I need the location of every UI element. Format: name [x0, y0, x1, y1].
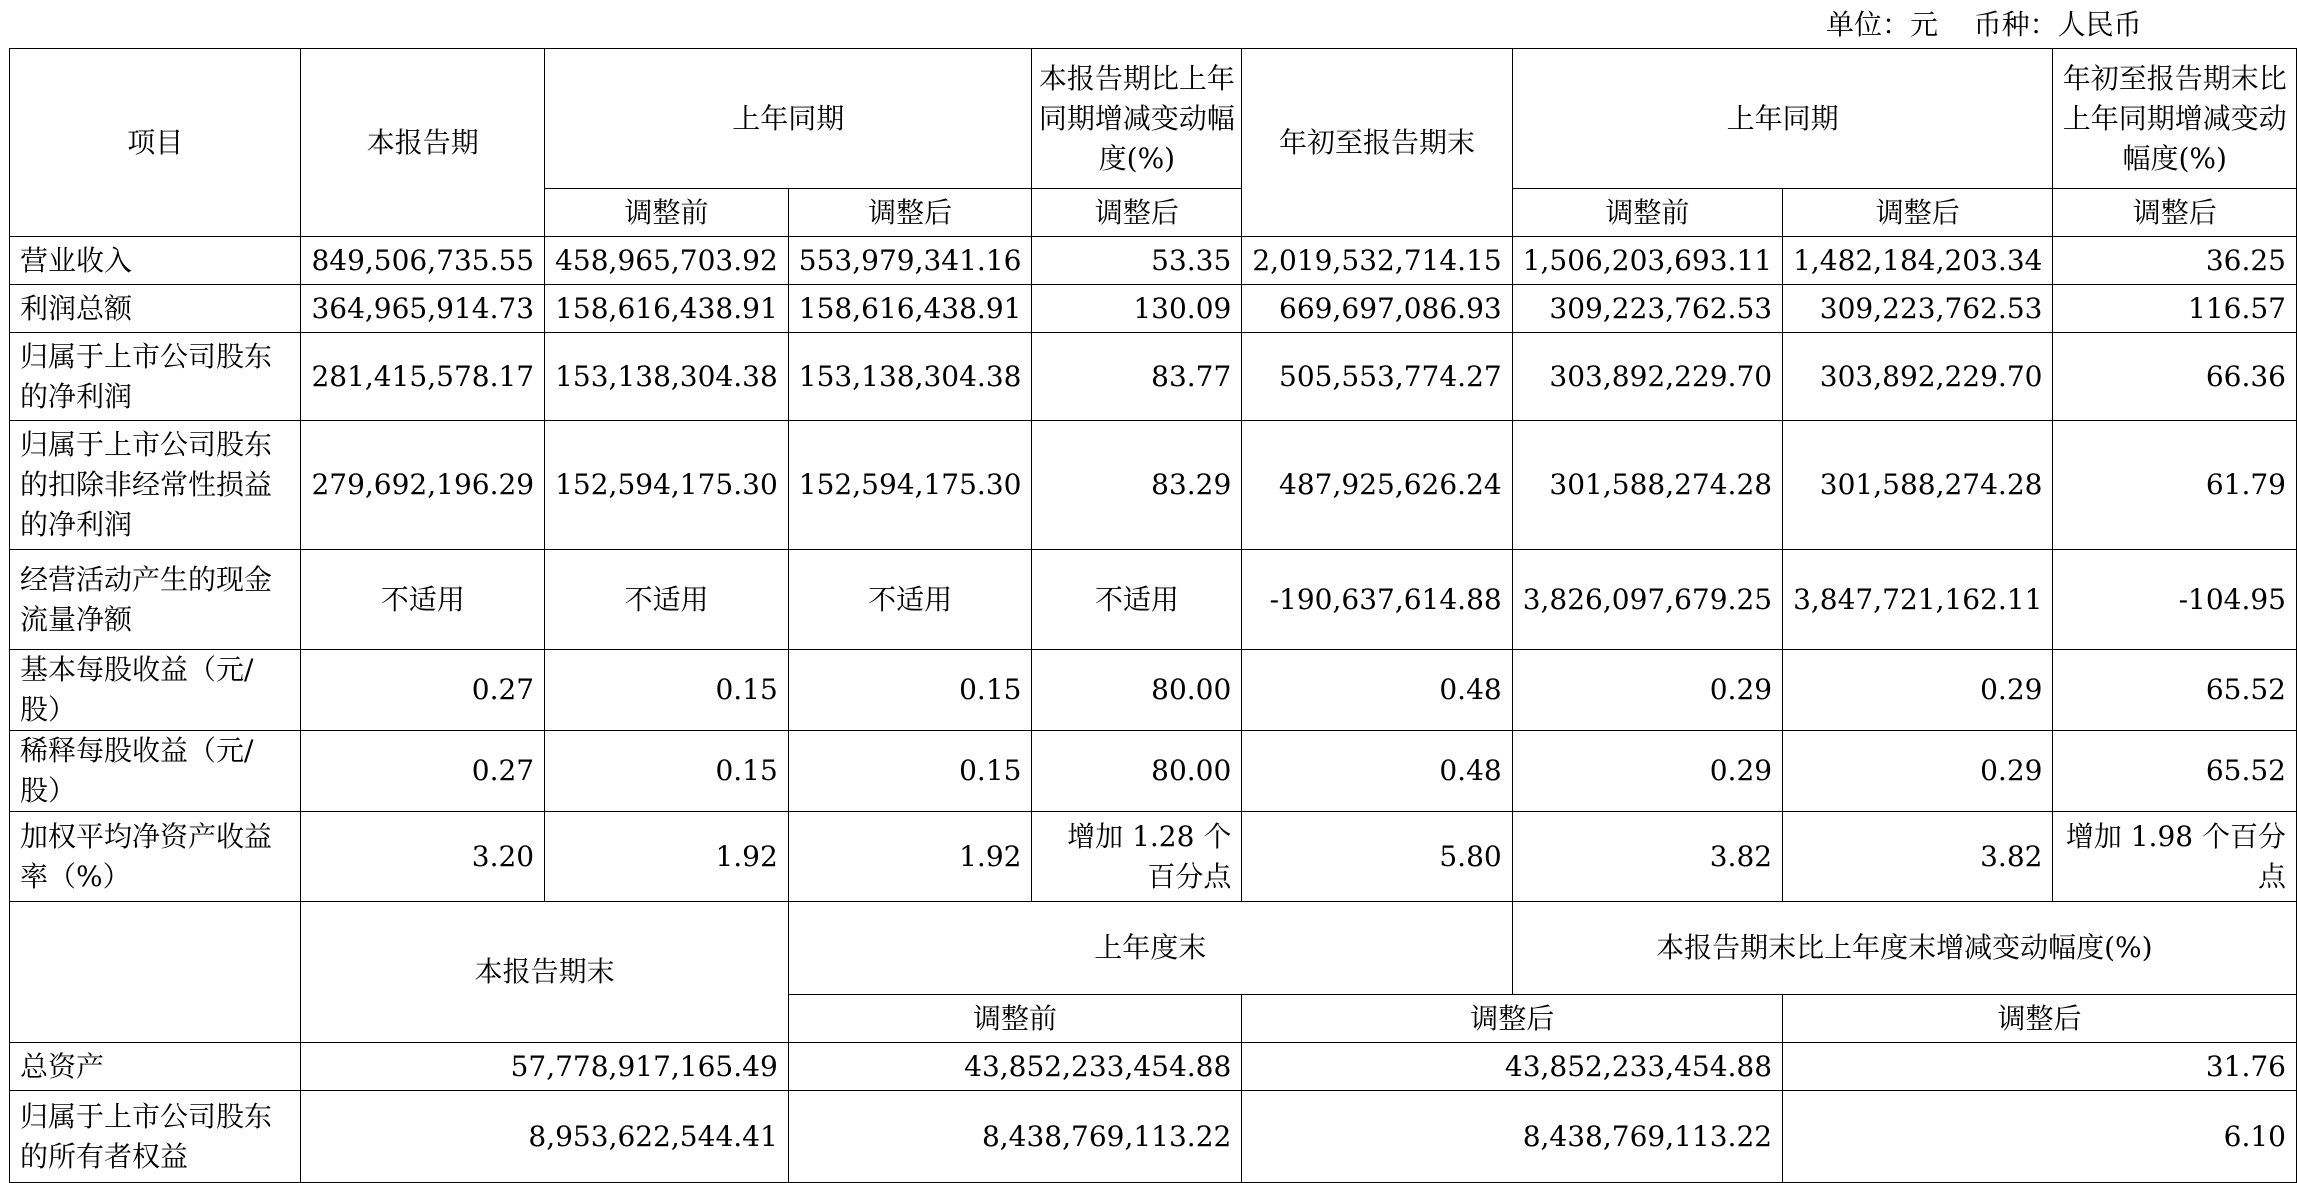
table-row — [10, 421, 2297, 550]
balance-header-last-year-end: 上年度末 — [788, 902, 1512, 995]
table-row — [10, 1091, 2297, 1183]
cell-cur: 0.27 — [301, 650, 545, 731]
cell-label: 稀释每股收益（元/股） — [10, 731, 301, 812]
cell-ly-after: 553,979,341.16 — [788, 237, 1032, 285]
header-after-adj: 调整后 — [788, 189, 1032, 237]
cell-ly-after: 0.15 — [788, 731, 1032, 812]
table-row — [10, 650, 2297, 731]
table-row — [10, 812, 2297, 902]
cell-ly-before: 0.15 — [545, 650, 789, 731]
cell-ytd-ly-before: 0.29 — [1512, 731, 1782, 812]
header-ytd-before-adj: 调整前 — [1512, 189, 1782, 237]
cell-ly-before: 152,594,175.30 — [545, 421, 789, 550]
cell-ytd-ly-before: 309,223,762.53 — [1512, 285, 1782, 333]
cell-chg: 53.35 — [1032, 237, 1242, 285]
balance-cell-end: 8,953,622,544.41 — [301, 1091, 788, 1183]
cell-cur: 3.20 — [301, 812, 545, 902]
balance-cell-chg: 31.76 — [1783, 1043, 2297, 1091]
balance-header-period-end: 本报告期末 — [301, 902, 788, 1043]
balance-cell-after: 43,852,233,454.88 — [1242, 1043, 1783, 1091]
cell-ytd-ly-before: 1,506,203,693.11 — [1512, 237, 1782, 285]
cell-chg: 83.77 — [1032, 333, 1242, 421]
table-row — [10, 237, 2297, 285]
cell-ytd: 487,925,626.24 — [1242, 421, 1512, 550]
header-item: 项目 — [10, 49, 301, 237]
cell-ly-after: 152,594,175.30 — [788, 421, 1032, 550]
cell-cur: 281,415,578.17 — [301, 333, 545, 421]
cell-label: 归属于上市公司股东的净利润 — [10, 333, 301, 421]
cell-ytd-chg: 增加 1.98 个百分点 — [2053, 812, 2297, 902]
cell-ly-before: 153,138,304.38 — [545, 333, 789, 421]
balance-header-change-after: 调整后 — [1783, 995, 2297, 1043]
cell-ytd-ly-after: 301,588,274.28 — [1783, 421, 2053, 550]
cell-ytd-chg: -104.95 — [2053, 550, 2297, 650]
cell-chg: 130.09 — [1032, 285, 1242, 333]
header-ytd-change-after-adj: 调整后 — [2053, 189, 2297, 237]
cell-cur: 849,506,735.55 — [301, 237, 545, 285]
cell-ytd-chg: 116.57 — [2053, 285, 2297, 333]
cell-ly-after: 158,616,438.91 — [788, 285, 1032, 333]
header-change-pct: 本报告期比上年同期增减变动幅度(%) — [1032, 49, 1242, 189]
cell-ytd-ly-before: 303,892,229.70 — [1512, 333, 1782, 421]
cell-ytd-ly-before: 301,588,274.28 — [1512, 421, 1782, 550]
balance-header-before-adj: 调整前 — [788, 995, 1242, 1043]
header-ytd: 年初至报告期末 — [1242, 49, 1512, 237]
cell-ytd-ly-after: 3.82 — [1783, 812, 2053, 902]
cell-ytd-ly-after: 303,892,229.70 — [1783, 333, 2053, 421]
cell-ytd-ly-after: 3,847,721,162.11 — [1783, 550, 2053, 650]
cell-ly-before: 0.15 — [545, 731, 789, 812]
cell-label: 基本每股收益（元/股） — [10, 650, 301, 731]
cell-ytd-ly-after: 0.29 — [1783, 650, 2053, 731]
cell-ytd-ly-after: 0.29 — [1783, 731, 2053, 812]
cell-chg: 不适用 — [1032, 550, 1242, 650]
cell-chg: 增加 1.28 个百分点 — [1032, 812, 1242, 902]
balance-cell-label: 总资产 — [10, 1043, 301, 1091]
cell-ly-after: 1.92 — [788, 812, 1032, 902]
header-ytd-last-year-same: 上年同期 — [1512, 49, 2053, 189]
balance-cell-end: 57,778,917,165.49 — [301, 1043, 788, 1091]
balance-header-after-adj: 调整后 — [1242, 995, 1783, 1043]
cell-ytd: -190,637,614.88 — [1242, 550, 1512, 650]
cell-ytd: 2,019,532,714.15 — [1242, 237, 1512, 285]
balance-header-blank — [10, 902, 301, 1043]
header-change-after-adj: 调整后 — [1032, 189, 1242, 237]
cell-ytd-chg: 65.52 — [2053, 731, 2297, 812]
cell-label: 利润总额 — [10, 285, 301, 333]
cell-ytd: 0.48 — [1242, 650, 1512, 731]
cell-label: 归属于上市公司股东的扣除非经常性损益的净利润 — [10, 421, 301, 550]
header-ytd-change-pct: 年初至报告期末比上年同期增减变动幅度(%) — [2053, 49, 2297, 189]
cell-ytd: 5.80 — [1242, 812, 1512, 902]
balance-cell-before: 43,852,233,454.88 — [788, 1043, 1242, 1091]
cell-ytd-ly-before: 3.82 — [1512, 812, 1782, 902]
balance-header-change-pct: 本报告期末比上年度末增减变动幅度(%) — [1512, 902, 2296, 995]
cell-label: 经营活动产生的现金流量净额 — [10, 550, 301, 650]
cell-chg: 83.29 — [1032, 421, 1242, 550]
unit-currency-note: 单位：元 币种：人民币 — [1826, 8, 2142, 41]
cell-label: 加权平均净资产收益率（%） — [10, 812, 301, 902]
cell-label: 营业收入 — [10, 237, 301, 285]
balance-cell-after: 8,438,769,113.22 — [1242, 1091, 1783, 1183]
balance-cell-label: 归属于上市公司股东的所有者权益 — [10, 1091, 301, 1183]
table-row — [10, 285, 2297, 333]
header-last-year-same: 上年同期 — [545, 49, 1032, 189]
cell-ytd: 505,553,774.27 — [1242, 333, 1512, 421]
table-row — [10, 333, 2297, 421]
financial-summary-table — [9, 48, 2297, 1183]
cell-ly-before: 不适用 — [545, 550, 789, 650]
cell-ytd-chg: 36.25 — [2053, 237, 2297, 285]
cell-cur: 364,965,914.73 — [301, 285, 545, 333]
balance-cell-chg: 6.10 — [1783, 1091, 2297, 1183]
balance-cell-before: 8,438,769,113.22 — [788, 1091, 1242, 1183]
table-row — [10, 550, 2297, 650]
cell-cur: 279,692,196.29 — [301, 421, 545, 550]
table-row — [10, 1043, 2297, 1091]
cell-ytd-ly-before: 0.29 — [1512, 650, 1782, 731]
cell-ly-before: 458,965,703.92 — [545, 237, 789, 285]
cell-ytd-ly-after: 1,482,184,203.34 — [1783, 237, 2053, 285]
cell-ly-after: 不适用 — [788, 550, 1032, 650]
cell-ly-before: 1.92 — [545, 812, 789, 902]
cell-ly-after: 0.15 — [788, 650, 1032, 731]
cell-cur: 不适用 — [301, 550, 545, 650]
header-current-period: 本报告期 — [301, 49, 545, 237]
cell-ytd-ly-before: 3,826,097,679.25 — [1512, 550, 1782, 650]
table-row — [10, 731, 2297, 812]
cell-chg: 80.00 — [1032, 650, 1242, 731]
cell-ytd-chg: 66.36 — [2053, 333, 2297, 421]
cell-ytd: 669,697,086.93 — [1242, 285, 1512, 333]
cell-ytd-chg: 61.79 — [2053, 421, 2297, 550]
cell-ly-before: 158,616,438.91 — [545, 285, 789, 333]
cell-ly-after: 153,138,304.38 — [788, 333, 1032, 421]
header-before-adj: 调整前 — [545, 189, 789, 237]
cell-chg: 80.00 — [1032, 731, 1242, 812]
cell-ytd-ly-after: 309,223,762.53 — [1783, 285, 2053, 333]
cell-ytd: 0.48 — [1242, 731, 1512, 812]
cell-ytd-chg: 65.52 — [2053, 650, 2297, 731]
cell-cur: 0.27 — [301, 731, 545, 812]
header-ytd-after-adj: 调整后 — [1783, 189, 2053, 237]
